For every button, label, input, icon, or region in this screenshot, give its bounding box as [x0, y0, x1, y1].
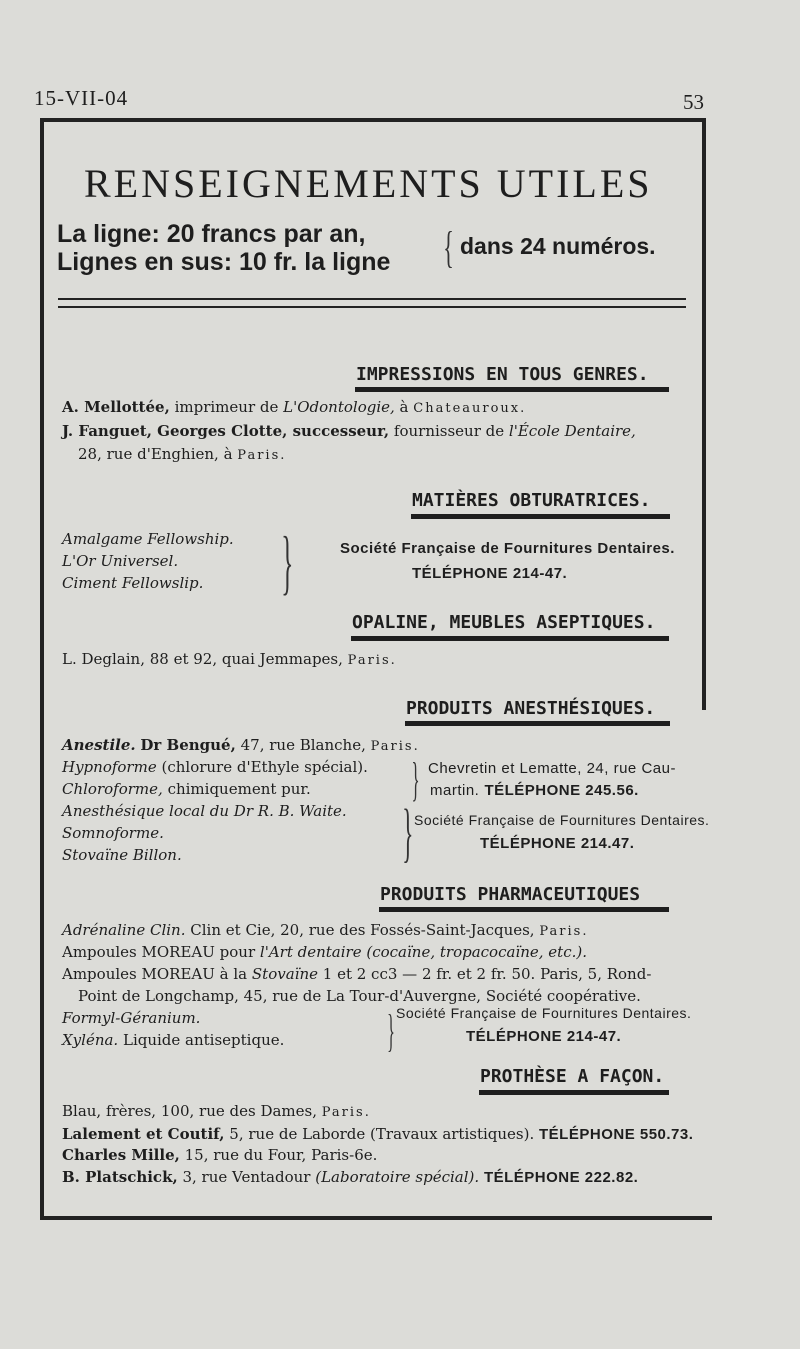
supplier-phone: TÉLÉPHONE 550.73. [539, 1126, 694, 1143]
section-heading-matieres: MATIÈRES OBTURATRICES. [412, 490, 651, 511]
entry-name: Blau, frères, [62, 1102, 157, 1120]
page-title: RENSEIGNEMENTS UTILES [84, 161, 653, 206]
rate-line-2: Lignes en sus: 10 fr. la ligne [57, 248, 391, 276]
entry-name: Dr Bengué, [140, 736, 236, 754]
product-name: Formyl-Géranium. [62, 1009, 201, 1027]
section-underline [379, 907, 669, 912]
entry-text: 47, rue Blanche, [240, 736, 366, 754]
entry-adrenaline [62, 921, 588, 939]
entry-mellottee [62, 398, 526, 416]
brace-symbol: { [443, 223, 454, 272]
supplier-address: Chevretin et Lematte, 24, rue Cau- [428, 760, 676, 777]
entry-fanguet [62, 422, 636, 440]
entry-text: 5, rue de Laborde (Travaux artistiques). [229, 1125, 535, 1143]
entry-anestile [62, 736, 420, 754]
supplier-phone-line [430, 780, 639, 799]
section-underline [405, 721, 670, 726]
brace-symbol: } [387, 1005, 395, 1056]
entry-xylena [62, 1031, 284, 1049]
section-heading-pharmaceutiques: PRODUITS PHARMACEUTIQUES [380, 884, 641, 905]
frame-right-rule [702, 118, 706, 710]
frame-left-rule [40, 118, 44, 1220]
product-name: Anestile. [62, 736, 136, 754]
entry-name: Ampoules MOREAU [62, 965, 215, 983]
entry-text: à [399, 398, 409, 416]
brace-symbol: } [411, 753, 420, 806]
rate-suffix: dans 24 numéros. [460, 233, 656, 259]
entry-fanguet-address [78, 445, 286, 463]
entry-text: martin. [430, 782, 480, 799]
entry-text: (Laboratoire spécial). [315, 1168, 480, 1186]
page-date: 15-VII-04 [34, 86, 129, 110]
entry-text: fournisseur de [393, 422, 505, 440]
page-number: 53 [683, 90, 704, 114]
rate-line-1: La ligne: 20 francs par an, [57, 220, 366, 248]
entry-blau [62, 1102, 371, 1120]
section-underline [479, 1090, 669, 1095]
city-name: Paris. [370, 739, 420, 754]
city-name: Paris. [321, 1105, 371, 1120]
product-name: Hypnoforme [62, 758, 157, 776]
entry-name: A. Mellottée, [62, 398, 170, 416]
product-name: Chloroforme, [62, 780, 163, 798]
product-name: Adrénaline Clin. [62, 921, 186, 939]
entry-lalement [62, 1125, 693, 1143]
product-item: Ciment Fellowslip. [62, 574, 204, 592]
city-name: Paris. [539, 924, 589, 939]
brace-symbol: } [281, 522, 294, 602]
entry-text: L. Deglain, 88 et 92, quai Jemmapes, [62, 650, 343, 668]
city-name: Paris. [347, 653, 397, 668]
entry-text: pour [219, 943, 256, 961]
section-underline [351, 636, 669, 641]
entry-name: Lalement et Coutif, [62, 1125, 225, 1143]
section-heading-opaline: OPALINE, MEUBLES ASEPTIQUES. [352, 612, 656, 633]
city-name: Chateauroux. [413, 401, 527, 416]
entry-text: 15, rue du Four, Paris-6e. [184, 1146, 378, 1164]
frame-bottom-rule [40, 1216, 712, 1220]
entry-name: Charles Mille, [62, 1146, 180, 1164]
entry-text: (cocaïne, tropacocaïne, etc.). [366, 943, 587, 961]
entry-name: J. Fanguet, Georges Clotte, successeur, [62, 422, 390, 440]
entry-hypnoforme [62, 758, 368, 776]
supplier-phone: TÉLÉPHONE 214-47. [466, 1028, 622, 1045]
product-name: Stovaïne Billon. [62, 846, 182, 864]
entry-text: imprimeur de [174, 398, 279, 416]
entry-text: (chlorure d'Ethyle spécial). [161, 758, 368, 776]
supplier-name: Société Française de Fournitures Dentaires. [340, 540, 675, 557]
section-underline [411, 514, 670, 519]
supplier-phone: TÉLÉPHONE 245.56. [484, 782, 639, 799]
supplier-name: Société Française de Fournitures Dentaires. [414, 812, 710, 828]
school-name: l'École Dentaire, [508, 422, 636, 440]
entry-text: 3, rue Ventadour [182, 1168, 311, 1186]
entry-ampoules-stovaine [62, 965, 651, 983]
entry-chloroforme [62, 780, 311, 798]
entry-name: Ampoules MOREAU [62, 943, 215, 961]
section-heading-impressions: IMPRESSIONS EN TOUS GENRES. [356, 364, 649, 385]
product-name: l'Art dentaire [259, 943, 362, 961]
entry-ampoules-address: Point de Longchamp, 45, rue de La Tour-d'Auvergne, Société coopérative. [78, 987, 641, 1005]
brace-symbol: } [402, 796, 414, 869]
supplier-phone: TÉLÉPHONE 214.47. [480, 835, 635, 852]
entry-text: chimiquement pur. [167, 780, 311, 798]
entry-ampoules-art [62, 943, 587, 961]
entry-text: Liquide antiseptique. [122, 1031, 285, 1049]
journal-name: L'Odontologie, [283, 398, 395, 416]
entry-platschick [62, 1168, 638, 1186]
entry-text: 100, rue des Dames, [160, 1102, 317, 1120]
entry-mille [62, 1146, 377, 1164]
frame-top-rule [40, 118, 706, 122]
product-item: Amalgame Fellowship. [62, 530, 234, 548]
entry-text: 28, rue d'Enghien, à [78, 445, 233, 463]
double-rule-bottom [58, 306, 686, 308]
double-rule-top [58, 298, 686, 300]
entry-name: B. Platschick, [62, 1168, 178, 1186]
product-name: Stovaïne [251, 965, 318, 983]
section-underline [355, 387, 669, 392]
supplier-phone: TÉLÉPHONE 214-47. [412, 565, 568, 582]
entry-text: 1 et 2 cc3 — 2 fr. et 2 fr. 50. Paris, 5, Rond- [322, 965, 652, 983]
entry-text: à la [219, 965, 248, 983]
supplier-phone: TÉLÉPHONE 222.82. [483, 1169, 639, 1186]
product-name: Anesthésique local du Dr R. B. Waite. [62, 802, 347, 820]
section-heading-anesthesiques: PRODUITS ANESTHÉSIQUES. [406, 698, 656, 719]
section-heading-prothese: PROTHÈSE A FAÇON. [480, 1066, 665, 1087]
supplier-name: Société Française de Fournitures Dentaires. [396, 1005, 692, 1021]
product-name: Somnoforme. [62, 824, 164, 842]
entry-text: Clin et Cie, 20, rue des Fossés-Saint-Jacques, [190, 921, 535, 939]
entry-deglain [62, 650, 397, 668]
product-item: L'Or Universel. [62, 552, 179, 570]
product-name: Xyléna. [62, 1031, 119, 1049]
city-name: Paris. [237, 448, 287, 463]
